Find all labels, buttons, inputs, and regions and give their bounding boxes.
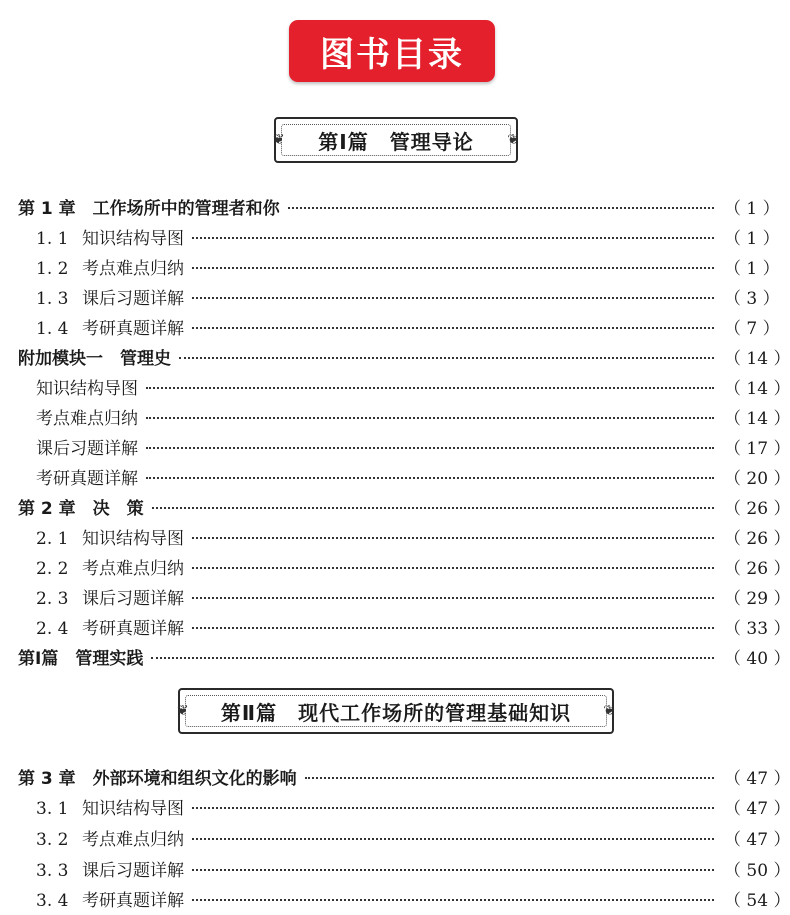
toc-label: 课后习题详解 (82, 288, 184, 309)
part-heading-1 (274, 117, 518, 163)
toc-row[interactable] (0, 371, 790, 401)
part-heading-2 (178, 688, 614, 734)
dot-leader (152, 507, 714, 509)
dot-leader (146, 417, 714, 419)
page-number: （ 50 ） (724, 860, 790, 881)
toc-label: 第 2 章 决 策 (18, 498, 144, 519)
dot-leader (192, 537, 714, 539)
toc-row[interactable] (0, 281, 790, 311)
toc-row[interactable] (0, 311, 790, 341)
toc-label: 知识结构导图 (36, 378, 138, 399)
dot-leader (192, 807, 714, 809)
dot-leader (192, 267, 714, 269)
page-number: （ 1 ） (724, 228, 780, 249)
toc-row[interactable] (0, 251, 790, 281)
page-number: （ 47 ） (724, 768, 790, 789)
toc-row[interactable] (0, 431, 790, 461)
dot-leader (192, 597, 714, 599)
section-number: 1. 2 (36, 258, 69, 279)
page-number: （ 1 ） (724, 258, 780, 279)
section-number: 1. 4 (36, 318, 69, 339)
dot-leader (192, 237, 714, 239)
toc-row[interactable] (0, 581, 790, 611)
toc-label: 课后习题详解 (36, 438, 138, 459)
dot-leader (288, 207, 714, 209)
dot-leader (305, 777, 714, 779)
page-title: 图书目录 (320, 34, 464, 75)
page-number: （ 14 ） (724, 378, 790, 399)
toc-label: 知识结构导图 (82, 798, 184, 819)
section-number: 1. 3 (36, 288, 69, 309)
part-heading-2-label: 第Ⅱ篇 现代工作场所的管理基础知识 (220, 700, 572, 725)
section-number: 3. 2 (36, 829, 69, 850)
section-number: 3. 4 (36, 890, 69, 911)
dot-leader (192, 327, 714, 329)
toc-row[interactable] (0, 461, 790, 491)
toc-label: 考点难点归纳 (82, 558, 184, 579)
dot-leader (146, 447, 714, 449)
ornament-right-icon: ❦ (507, 132, 519, 148)
page-number: （ 3 ） (724, 288, 780, 309)
toc-row[interactable] (0, 191, 790, 221)
page-number: （ 54 ） (724, 890, 790, 911)
section-number: 1. 1 (36, 228, 69, 249)
section-number: 2. 1 (36, 528, 69, 549)
toc-label: 考点难点归纳 (82, 829, 184, 850)
page-number: （ 33 ） (724, 618, 790, 639)
toc-label: 附加模块一 管理史 (18, 348, 171, 369)
toc-row[interactable] (0, 641, 790, 671)
toc-row[interactable] (0, 521, 790, 551)
toc-label: 知识结构导图 (82, 528, 184, 549)
page-number: （ 20 ） (724, 468, 790, 489)
toc-label: 第 3 章 外部环境和组织文化的影响 (18, 768, 297, 789)
toc-label: 第Ⅰ篇 管理实践 (18, 648, 144, 669)
dot-leader (146, 387, 714, 389)
page-number: （ 26 ） (724, 558, 790, 579)
dot-leader (151, 657, 714, 659)
part-heading-1-label: 第Ⅰ篇 管理导论 (318, 129, 474, 154)
toc-row[interactable] (0, 791, 790, 821)
section-number: 2. 3 (36, 588, 69, 609)
toc-row[interactable] (0, 853, 790, 883)
toc-row[interactable] (0, 822, 790, 852)
dot-leader (192, 627, 714, 629)
toc-row[interactable] (0, 401, 790, 431)
dot-leader (192, 869, 714, 871)
toc-label: 考研真题详解 (82, 318, 184, 339)
toc-row[interactable] (0, 491, 790, 521)
toc-label: 知识结构导图 (82, 228, 184, 249)
dot-leader (192, 838, 714, 840)
page-number: （ 17 ） (724, 438, 790, 459)
page-number: （ 40 ） (724, 648, 790, 669)
dot-leader (192, 899, 714, 901)
page-number: （ 7 ） (724, 318, 780, 339)
section-number: 2. 2 (36, 558, 69, 579)
toc-label: 考点难点归纳 (82, 258, 184, 279)
dot-leader (192, 297, 714, 299)
toc-label: 课后习题详解 (82, 588, 184, 609)
dot-leader (192, 567, 714, 569)
toc-row[interactable] (0, 341, 790, 371)
toc-label: 第 1 章 工作场所中的管理者和你 (18, 198, 280, 219)
toc-row[interactable] (0, 611, 790, 641)
section-number: 3. 3 (36, 860, 69, 881)
page-number: （ 14 ） (724, 408, 790, 429)
toc-label: 考研真题详解 (36, 468, 138, 489)
page-number: （ 14 ） (724, 348, 790, 369)
toc-label: 考研真题详解 (82, 618, 184, 639)
page-number: （ 1 ） (724, 198, 780, 219)
page-number: （ 29 ） (724, 588, 790, 609)
toc-label: 考点难点归纳 (36, 408, 138, 429)
dot-leader (146, 477, 714, 479)
toc-row[interactable] (0, 883, 790, 913)
toc-label: 课后习题详解 (82, 860, 184, 881)
section-number: 3. 1 (36, 798, 69, 819)
toc-row[interactable] (0, 761, 790, 791)
section-number: 2. 4 (36, 618, 69, 639)
title-badge (289, 20, 495, 82)
page-number: （ 47 ） (724, 829, 790, 850)
toc-row[interactable] (0, 551, 790, 581)
ornament-left-icon: ❦ (273, 132, 285, 148)
toc-row[interactable] (0, 221, 790, 251)
dot-leader (179, 357, 714, 359)
page-number: （ 26 ） (724, 528, 790, 549)
toc-label: 考研真题详解 (82, 890, 184, 911)
ornament-left-icon: ❦ (177, 703, 189, 719)
ornament-right-icon: ❦ (603, 703, 615, 719)
page-number: （ 26 ） (724, 498, 790, 519)
page-number: （ 47 ） (724, 798, 790, 819)
